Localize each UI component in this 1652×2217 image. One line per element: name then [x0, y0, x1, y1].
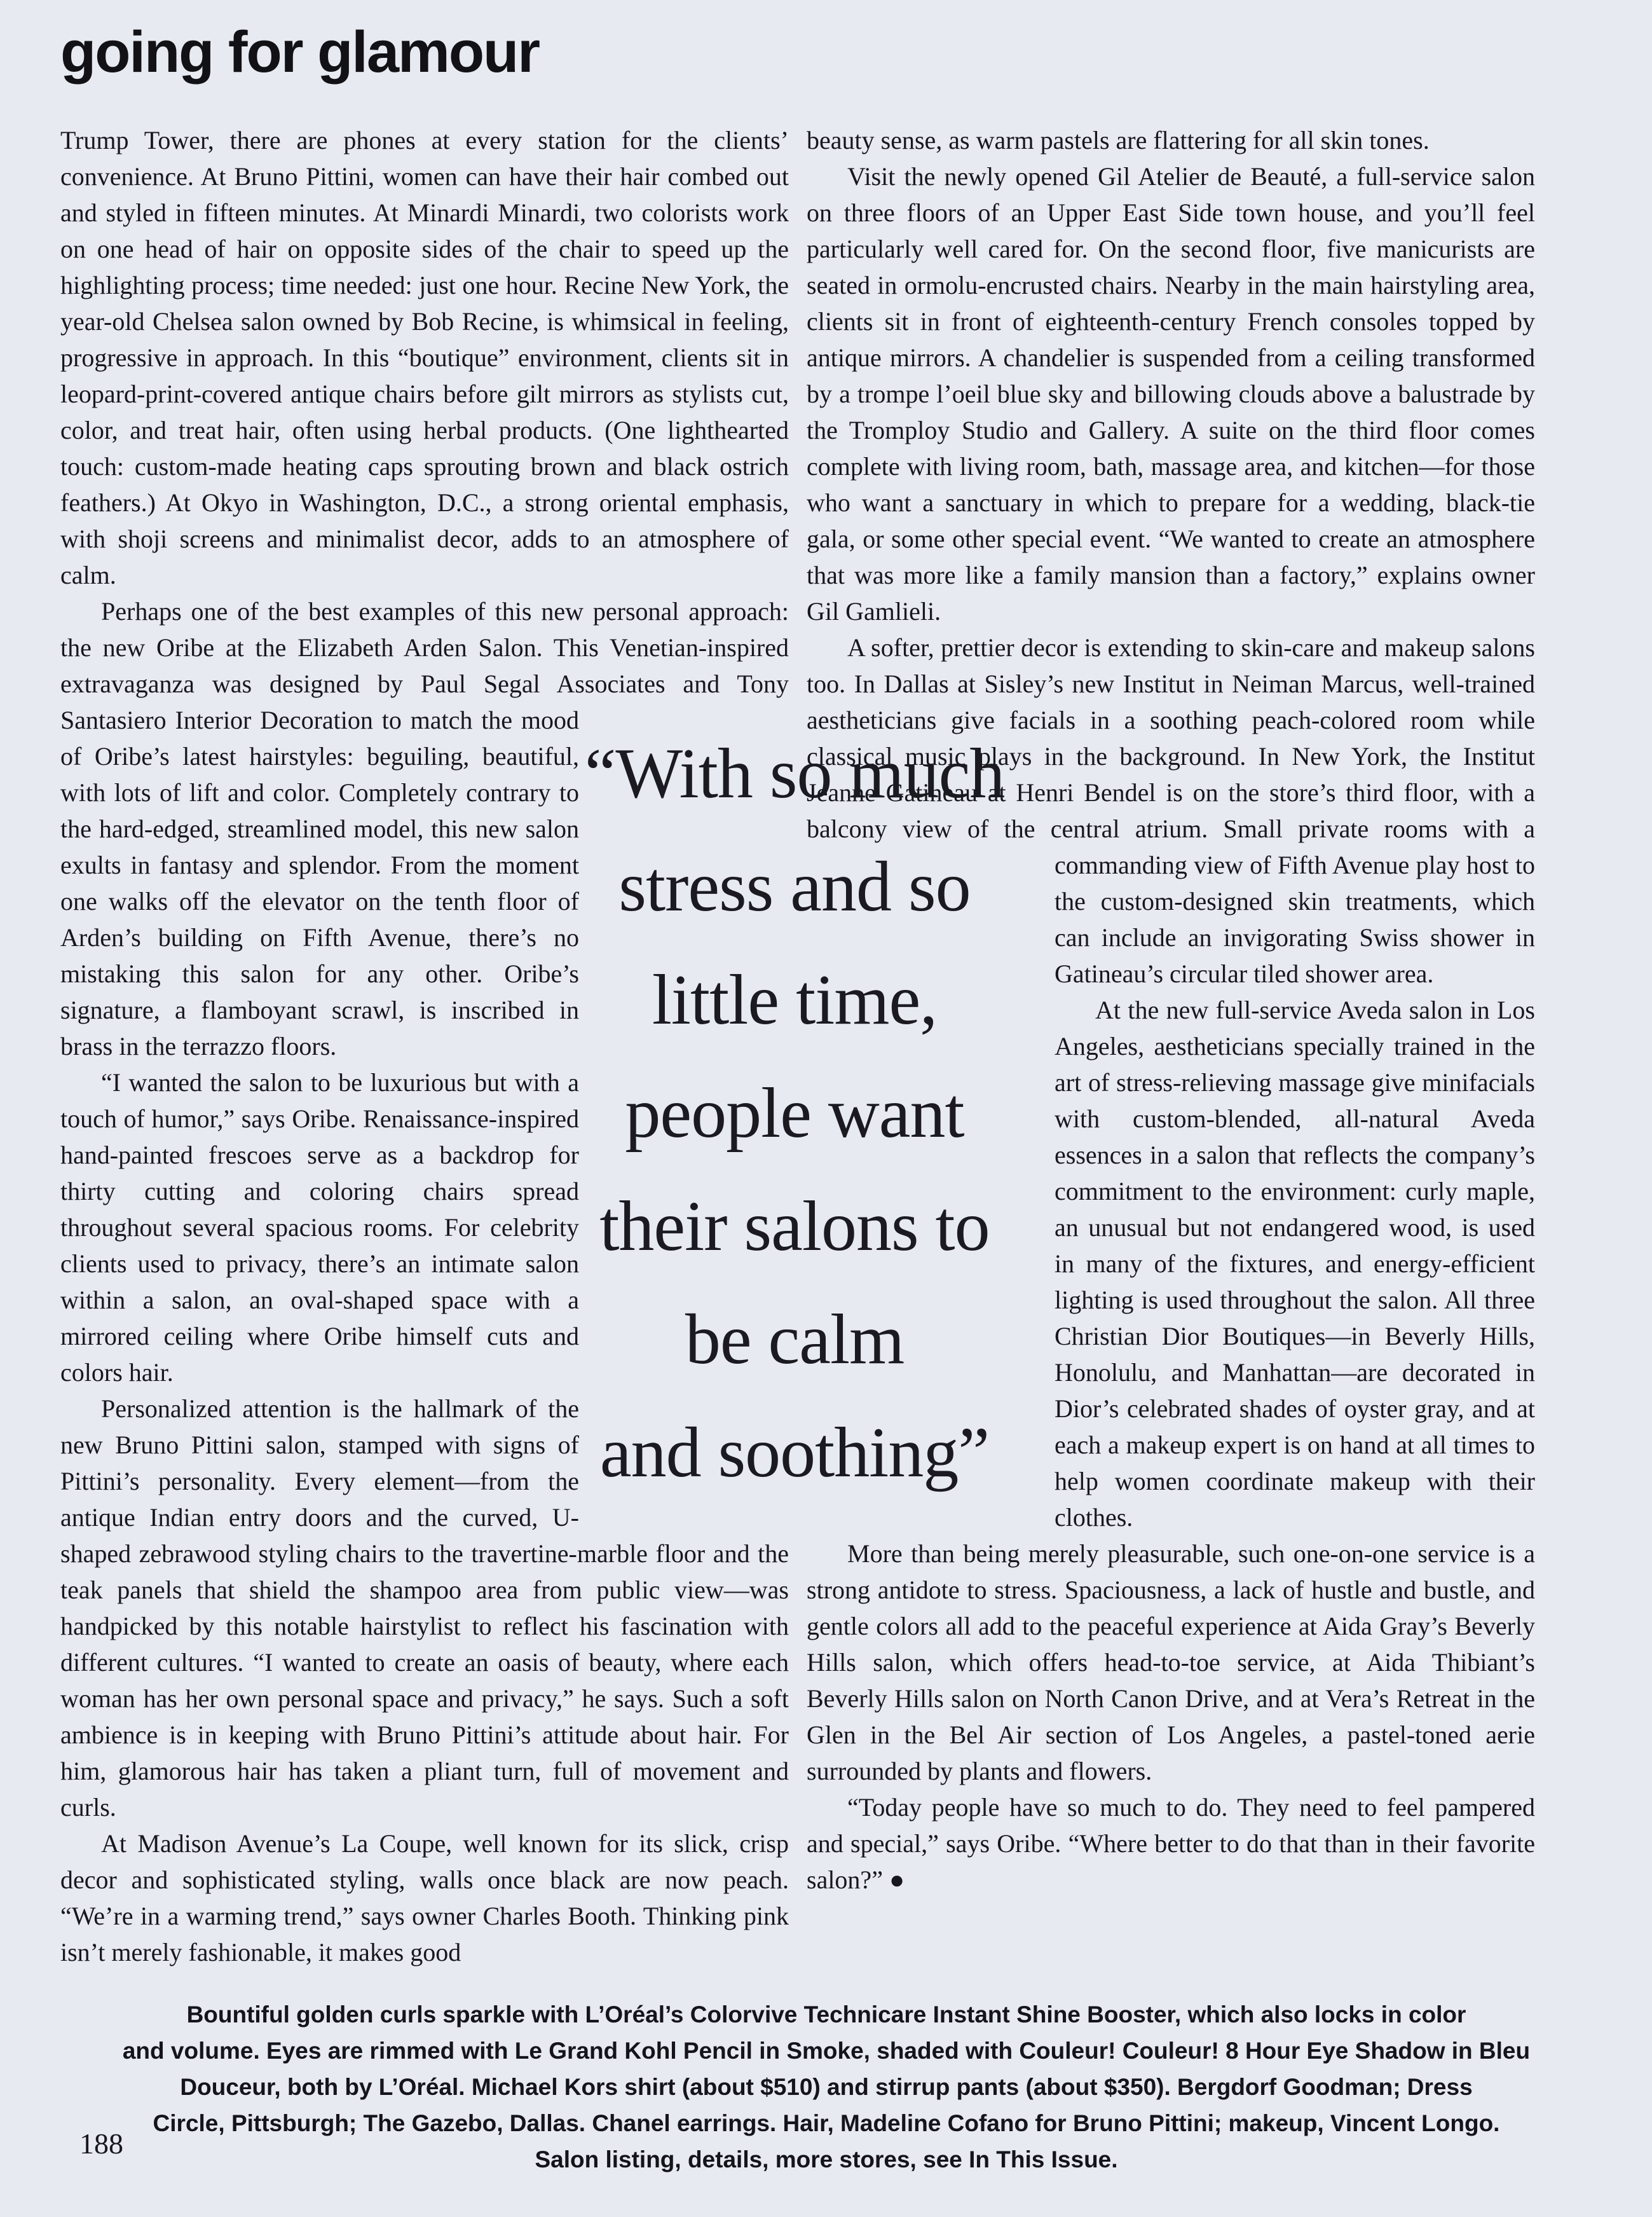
pull-quote-line: stress and so — [618, 848, 971, 926]
body-paragraph: At Madison Avenue’s La Coupe, well known for its slick, crisp decor and sophisticated styling, walls once black are now peach. “We’re in a warming trend,” says owner Charles Booth. Thinking pink isn’t merely fashionable, it makes good — [60, 1829, 789, 1966]
body-paragraph: More than being merely pleasurable, such one-on-one service is a strong antidote to stress. Spaciousness, a lack of hustle and bustle, and gentle colors all add to the peaceful experience at Aida Gray’s Beverly Hills salon, which offers head-to-toe service, at Aida Thibiant’s Beverly Hills salon on North Canon Drive, and at Vera’s Retreat in the Glen in the Bel Air section of Los Angeles, a pastel-toned aerie surrounded by plants and flowers. — [807, 1539, 1535, 1785]
pull-quote-line: people want — [625, 1074, 964, 1153]
caption-line: Salon listing, details, more stores, see In This Issue. — [535, 2146, 1118, 2172]
body-paragraph: Trump Tower, there are phones at every station for the clients’ convenience. At Bruno Pittini, women can have their hair combed out and styled in fifteen minutes. At Minardi Minardi, two colorists work on one head of hair on opposite sides of the chair to speed up the highlighting process; time needed: just one hour. Recine New York, the year-old Chelsea salon owned by Bob Recine, is whimsical in feeling, progressive in approach. In this “boutique” environment, clients sit in leopard-print-covered antique chairs before gilt mirrors as stylists cut, color, and treat hair, often using herbal products. (One lighthearted touch: custom-made heating caps sprouting brown and black ostrich feathers.) At Okyo in Washington, D.C., a strong oriental emphasis, with shoji screens and minimalist decor, adds to an atmosphere of calm. — [60, 126, 789, 589]
caption-line: and volume. Eyes are rimmed with Le Grand Kohl Pencil in Smoke, shaded with Couleur! Couleur! 8 Hour Eye Shadow in Bleu — [122, 2038, 1531, 2064]
body-paragraph: “Today people have so much to do. They need to feel pampered and special,” says Oribe. “Where better to do that than in their favorite salon?” ● — [807, 1793, 1535, 1894]
pull-quote-line: “With so much — [584, 734, 1005, 813]
photo-credit-caption — [64, 1996, 1589, 2178]
pull-quote-line: little time, — [652, 961, 938, 1040]
body-paragraph: Personalized attention is the hallmark of the new Bruno Pittini salon, stamped with signs of Pittini’s personality. Every element—from the antique Indian entry doors and the curved, U-shaped zebrawood styling chairs to the travertine-marble floor and the teak panels that shield the shampoo area from public view—was handpicked by this notable hairstylist to reflect his fascination with different cultures. “I wanted to create an oasis of beauty, where each woman has her own personal space and privacy,” he says. Such a soft ambience is in keeping with Bruno Pittini’s attitude about hair. For him, glamorous hair has taken a pliant turn, full of movement and curls. — [60, 1394, 789, 1822]
body-paragraph: At the new full-service Aveda salon in Los Angeles, aestheticians specially trained in the art of stress-relieving massage give minifacials with custom-blended, all-natural Aveda essences in a salon that reflects the company’s commitment to the environment: curly maple, an unusual but not endangered wood, is used in many of the fixtures, and energy-efficient lighting is used throughout the salon. All three Christian Dior Boutiques—in Beverly Hills, Honolulu, and Manhattan—are decorated in Dior’s celebrated shades of oyster gray, and at each a makeup expert is on hand at all times to help women coordinate makeup with their clothes. — [1055, 996, 1535, 1532]
body-paragraph: Visit the newly opened Gil Atelier de Beauté, a full-service salon on three floors of an Upper East Side town house, and you’ll feel particularly well cared for. On the second floor, five manicurists are seated in ormolu-encrusted chairs. Nearby in the main hairstyling area, clients sit in front of eighteenth-century French consoles topped by antique mirrors. A chandelier is suspended from a ceiling transformed by a trompe l’oeil blue sky and billowing clouds above a balustrade by the Tromploy Studio and Gallery. A suite on the third floor comes complete with living room, bath, massage area, and kitchen—for those who want a sanctuary in which to prepare for a wedding, black-tie gala, or some other special event. “We wanted to create an atmosphere that was more like a family mansion than a factory,” explains owner Gil Gamlieli. — [807, 162, 1535, 626]
body-paragraph: A softer, prettier decor is extending to skin-care and makeup salons too. In Dallas at Sisley’s new Institut in Neiman Marcus, well-trained aestheticians give facials in a soothing peach-colored room while classical music plays in the background. In New York, the Institut Jeanne Gatineau at Henri Bendel is on the store’s third floor, with a balcony view of the central atrium. Small private rooms with a commanding view of Fifth Avenue play host to the custom-designed skin treatments, which can include an invigorating Swiss shower in Gatineau’s circular tiled shower area. — [807, 633, 1535, 988]
body-paragraph: beauty sense, as warm pastels are flattering for all skin tones. — [807, 126, 1430, 154]
pull-quote — [515, 717, 1074, 1509]
pull-quote-line: and soothing” — [599, 1413, 990, 1492]
caption-line: Circle, Pittsburgh; The Gazebo, Dallas. Chanel earrings. Hair, Madeline Cofano for Bruno Pittini; makeup, Vincent Longo. — [153, 2110, 1500, 2136]
pull-quote-line: be calm — [685, 1300, 905, 1379]
page-number: 188 — [79, 2127, 123, 2160]
caption-line: Bountiful golden curls sparkle with L’Oréal’s Colorvive Technicare Instant Shine Booster, which also locks in color — [186, 2001, 1466, 2028]
body-paragraph: Perhaps one of the best examples of this new personal approach: the new Oribe at the Elizabeth Arden Salon. This Venetian-inspired extravaganza was designed by Paul Segal Associates and Tony Santasiero Interior Decoration to match the mood of Oribe’s latest hairstyles: beguiling, beautiful, with lots of lift and color. Completely contrary to the hard-edged, streamlined model, this new salon exults in fantasy and splendor. From the moment one walks off the elevator on the tenth floor of Arden’s building on Fifth Avenue, there’s no mistaking this salon for any other. Oribe’s signature, a flamboyant scrawl, is inscribed in brass in the terrazzo floors. — [60, 597, 789, 1060]
body-paragraph: “I wanted the salon to be luxurious but with a touch of humor,” says Oribe. Renaissance-inspired hand-painted frescoes serve as a backdrop for thirty cutting and coloring chairs spread throughout several spacious rooms. For celebrity clients used to privacy, there’s an intimate salon within a salon, an oval-shaped space with a mirrored ceiling where Oribe himself cuts and colors hair. — [60, 1068, 579, 1387]
caption-line: Douceur, both by L’Oréal. Michael Kors shirt (about $510) and stirrup pants (about $350). Bergdorf Goodman; Dress — [180, 2074, 1473, 2100]
page-title: going for glamour — [60, 20, 540, 85]
pull-quote-line: their salons to — [599, 1187, 990, 1266]
